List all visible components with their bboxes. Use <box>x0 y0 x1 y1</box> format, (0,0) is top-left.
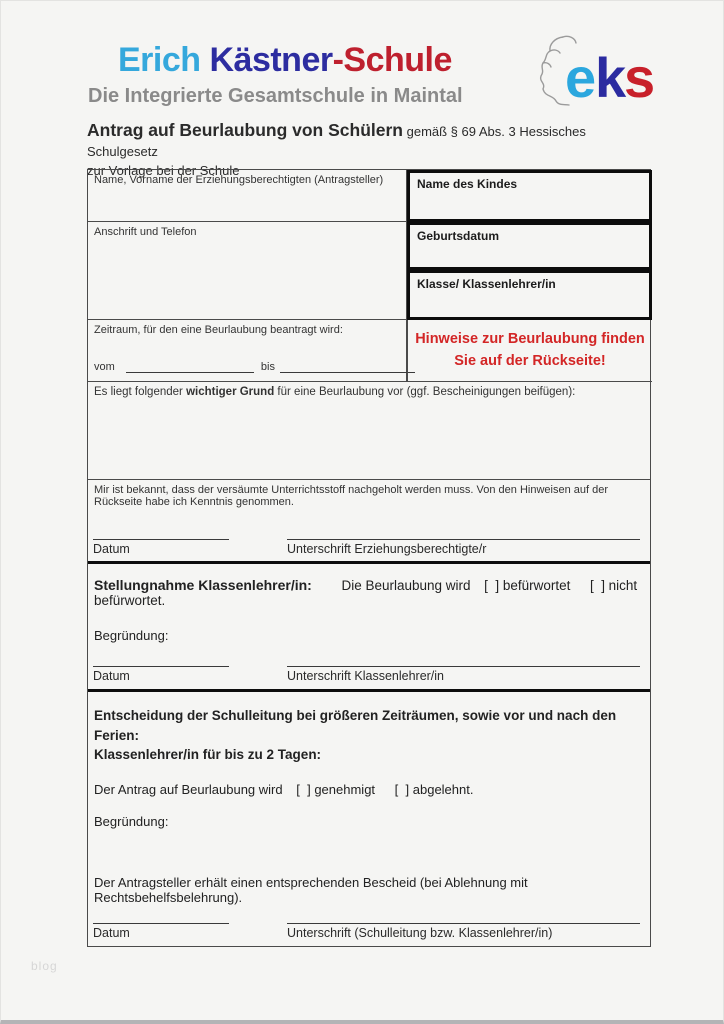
field-applicant-name-label: Name, Vorname der Erziehungsberechtigten (Antragsteller) <box>94 174 384 186</box>
to-label: bis <box>260 361 275 373</box>
field-important-reason-label <box>88 382 650 402</box>
management-signature-line: Unterschrift (Schulleitung bzw. Klassenlehrer/in) <box>287 923 640 940</box>
management-date-line: Datum <box>93 923 229 940</box>
reason-label-bold: wichtiger Grund <box>186 386 275 398</box>
management-reject-label: abgelehnt. <box>412 781 474 797</box>
reason-label-pre: Es liegt folgender <box>94 386 187 398</box>
field-birthdate <box>407 222 652 270</box>
field-applicant-name <box>88 170 407 222</box>
management-approve-label: genehmigt <box>314 781 376 797</box>
reason-label-post: für eine Beurlaubung vor (ggf. Bescheinigungen beifügen): <box>274 386 576 398</box>
from-blank-line <box>126 360 254 373</box>
checkbox-approved: [ ] <box>484 578 500 593</box>
field-class <box>407 270 652 320</box>
field-class-label: Klasse/ Klassenlehrer/in <box>417 277 556 291</box>
logo-letter-s: s <box>624 46 655 109</box>
acknowledgement-section <box>88 480 650 564</box>
checkbox-granted: [ ] <box>296 781 311 797</box>
management-decision-section <box>88 692 650 946</box>
teacher-section-heading: Stellungnahme Klassenlehrer/in: <box>94 577 312 593</box>
field-period <box>88 320 407 382</box>
field-address-phone-label: Anschrift und Telefon <box>94 226 197 238</box>
parent-signature-line: Unterschrift Erziehungsberechtigte/r <box>287 539 640 556</box>
management-note: Der Antragsteller erhält einen entsprechenden Bescheid (bei Ablehnung mit Rechtsbehelfsbelehrung). <box>94 875 528 905</box>
management-heading-line1: Entscheidung der Schulleitung bei größeren Zeiträumen, sowie vor und nach den Ferien: <box>94 708 617 743</box>
field-period-label: Zeitraum, für den eine Beurlaubung beantragt wird: <box>94 324 343 336</box>
form-table <box>87 169 651 947</box>
to-blank-line <box>280 360 415 373</box>
teacher-reason-label: Begründung: <box>94 628 169 643</box>
teacher-signature-line: Unterschrift Klassenlehrer/in <box>287 666 640 683</box>
teacher-date-line: Datum <box>93 666 229 683</box>
notice-line1: Hinweise zur Beurlaubung finden <box>415 330 645 347</box>
notice-line2: Sie auf der Rückseite! <box>454 352 606 369</box>
school-subtitle: Die Integrierte Gesamtschule in Maintal <box>88 85 463 107</box>
teacher-statement-text: Die Beurlaubung wird <box>341 578 471 593</box>
management-heading-line2: Klassenlehrer/in für bis zu 2 Tagen: <box>94 747 322 763</box>
school-name-kaestner: Kästner <box>209 41 333 79</box>
management-reason-label: Begründung: <box>94 813 169 829</box>
management-signature-row <box>93 923 640 940</box>
document-title-line2: zur Vorlage bei der Schule <box>87 163 240 178</box>
teacher-statement-section <box>88 564 650 692</box>
document-title: Antrag auf Beurlaubung von Schülern <box>87 120 403 140</box>
parent-signature-row <box>93 539 640 556</box>
field-child-name-label: Name des Kindes <box>417 177 518 191</box>
school-logo <box>529 31 655 113</box>
document-title-legal-ref: gemäß § 69 Abs. 3 Hessisches Schulgesetz <box>87 124 586 159</box>
notice-box <box>407 320 652 382</box>
school-name <box>118 41 452 80</box>
teacher-reject-label: nicht befürwortet. <box>94 578 638 608</box>
parent-date-line: Datum <box>93 539 229 556</box>
logo-letter-k: k <box>595 46 627 109</box>
teacher-signature-row <box>93 666 640 683</box>
eks-logo-graphic <box>529 31 655 113</box>
school-name-erich: Erich <box>118 41 210 79</box>
management-statement-text: Der Antrag auf Beurlaubung wird <box>94 781 283 797</box>
field-important-reason <box>88 382 650 480</box>
teacher-approve-label: befürwortet <box>502 578 571 593</box>
logo-letter-e: e <box>565 46 597 109</box>
blog-watermark: blog <box>31 959 58 973</box>
period-from-to-row <box>94 360 415 373</box>
checkbox-not-approved: [ ] <box>589 578 605 593</box>
school-name-schule: -Schule <box>332 41 452 79</box>
acknowledgement-text: Mir ist bekannt, dass der versäumte Unterrichtsstoff nachgeholt werden muss. Von den Hinweisen auf der Rückseite habe ich Kenntnis genommen. <box>94 484 609 508</box>
from-label: vom <box>94 361 115 373</box>
field-child-name <box>407 170 652 222</box>
field-address-phone <box>88 222 407 320</box>
field-birthdate-label: Geburtsdatum <box>417 229 500 243</box>
checkbox-rejected: [ ] <box>394 781 410 797</box>
